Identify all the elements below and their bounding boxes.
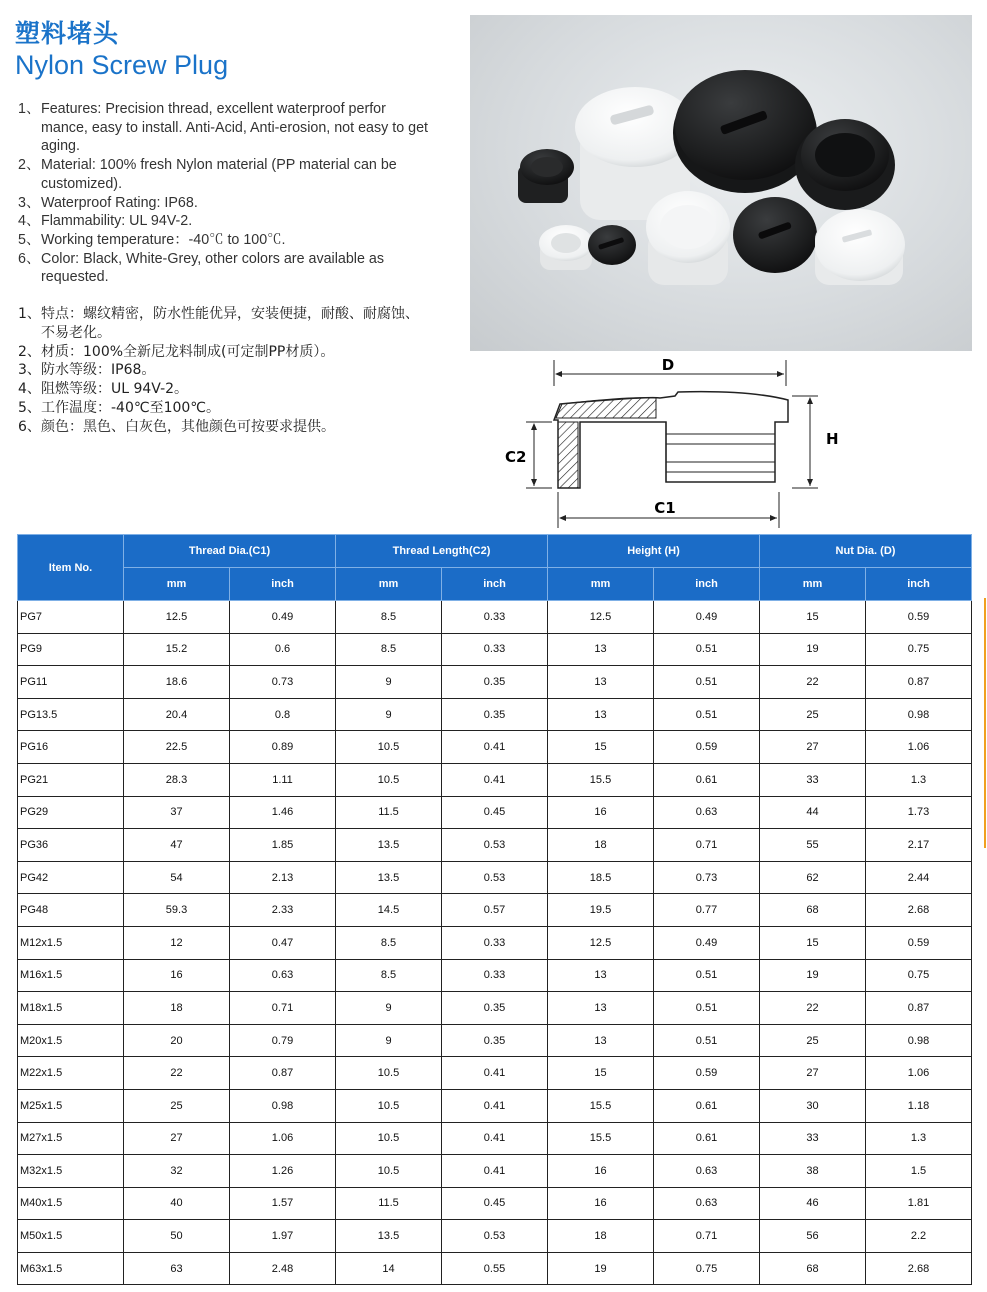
value-cell: 12 [124, 926, 230, 959]
value-cell: 2.17 [866, 829, 972, 862]
feature-en-item [18, 100, 428, 156]
feature-en-item-text: Color: Black, White-Grey, other colors are available as requested. [41, 250, 384, 286]
feature-cn-item [18, 361, 428, 380]
value-cell: 27 [760, 731, 866, 764]
value-cell: 22 [760, 992, 866, 1025]
value-cell: 63 [124, 1252, 230, 1285]
unit-header: inch [230, 568, 336, 601]
table-row [18, 1024, 972, 1057]
value-cell: 18.5 [548, 861, 654, 894]
value-cell: 15 [548, 1057, 654, 1090]
label-d: D [661, 356, 675, 374]
value-cell: 0.87 [866, 992, 972, 1025]
header-nut-dia: Nut Dia. (D) [760, 535, 972, 568]
value-cell: 10.5 [336, 1057, 442, 1090]
table-row [18, 698, 972, 731]
value-cell: 14 [336, 1252, 442, 1285]
value-cell: 8.5 [336, 959, 442, 992]
value-cell: 38 [760, 1155, 866, 1188]
value-cell: 0.55 [442, 1252, 548, 1285]
value-cell: 0.87 [230, 1057, 336, 1090]
value-cell: 0.87 [866, 666, 972, 699]
value-cell: 14.5 [336, 894, 442, 927]
value-cell: 0.53 [442, 861, 548, 894]
value-cell: 8.5 [336, 926, 442, 959]
value-cell: 0.51 [654, 992, 760, 1025]
value-cell: 0.45 [442, 796, 548, 829]
value-cell: 15 [760, 926, 866, 959]
plug-small-black [518, 149, 574, 203]
value-cell: 0.63 [654, 796, 760, 829]
feature-en-item [18, 194, 428, 213]
item-no-cell: PG9 [18, 633, 124, 666]
value-cell: 2.2 [866, 1220, 972, 1253]
item-no-cell: M25x1.5 [18, 1089, 124, 1122]
item-no-cell: M27x1.5 [18, 1122, 124, 1155]
feature-en-item-number: 5、 [18, 231, 41, 248]
value-cell: 0.59 [654, 1057, 760, 1090]
value-cell: 0.61 [654, 1089, 760, 1122]
table-row [18, 1057, 972, 1090]
value-cell: 1.18 [866, 1089, 972, 1122]
value-cell: 0.51 [654, 633, 760, 666]
value-cell: 0.53 [442, 829, 548, 862]
value-cell: 37 [124, 796, 230, 829]
value-cell: 13.5 [336, 829, 442, 862]
value-cell: 12.5 [124, 601, 230, 634]
value-cell: 0.8 [230, 698, 336, 731]
value-cell: 0.35 [442, 698, 548, 731]
item-no-cell: PG16 [18, 731, 124, 764]
value-cell: 22.5 [124, 731, 230, 764]
unit-header: inch [866, 568, 972, 601]
value-cell: 25 [760, 1024, 866, 1057]
value-cell: 0.33 [442, 959, 548, 992]
value-cell: 13.5 [336, 1220, 442, 1253]
value-cell: 19 [548, 1252, 654, 1285]
value-cell: 15.5 [548, 1122, 654, 1155]
value-cell: 2.48 [230, 1252, 336, 1285]
value-cell: 0.73 [654, 861, 760, 894]
table-row [18, 731, 972, 764]
item-no-cell: PG11 [18, 666, 124, 699]
value-cell: 56 [760, 1220, 866, 1253]
table-row [18, 1089, 972, 1122]
value-cell: 68 [760, 894, 866, 927]
item-no-cell: M63x1.5 [18, 1252, 124, 1285]
value-cell: 0.59 [866, 926, 972, 959]
value-cell: 0.51 [654, 666, 760, 699]
value-cell: 10.5 [336, 731, 442, 764]
feature-cn-item-text: 防水等级：IP68。 [41, 362, 156, 379]
value-cell: 1.81 [866, 1187, 972, 1220]
value-cell: 1.57 [230, 1187, 336, 1220]
item-no-cell: M50x1.5 [18, 1220, 124, 1253]
value-cell: 13 [548, 633, 654, 666]
item-no-cell: M16x1.5 [18, 959, 124, 992]
unit-header: mm [548, 568, 654, 601]
value-cell: 0.89 [230, 731, 336, 764]
unit-header: mm [760, 568, 866, 601]
value-cell: 18 [548, 829, 654, 862]
value-cell: 0.73 [230, 666, 336, 699]
value-cell: 18.6 [124, 666, 230, 699]
value-cell: 20 [124, 1024, 230, 1057]
plug-large-black [673, 70, 817, 193]
page-title-en: Nylon Screw Plug [15, 50, 229, 80]
value-cell: 28.3 [124, 763, 230, 796]
feature-cn-item [18, 418, 428, 437]
header-thread-dia: Thread Dia.(C1) [124, 535, 336, 568]
value-cell: 0.49 [654, 601, 760, 634]
value-cell: 0.51 [654, 698, 760, 731]
label-c2: C2 [505, 448, 527, 466]
unit-header: mm [336, 568, 442, 601]
feature-cn-item-number: 3、 [18, 362, 41, 379]
value-cell: 0.53 [442, 1220, 548, 1253]
value-cell: 15.5 [548, 1089, 654, 1122]
feature-en-item-number: 2、 [18, 157, 41, 174]
value-cell: 20.4 [124, 698, 230, 731]
value-cell: 1.06 [866, 731, 972, 764]
item-no-cell: PG36 [18, 829, 124, 862]
value-cell: 2.33 [230, 894, 336, 927]
feature-cn-item-text: 工作温度：-40℃至100℃。 [41, 399, 221, 416]
value-cell: 0.35 [442, 992, 548, 1025]
dimension-diagram [500, 352, 840, 534]
value-cell: 46 [760, 1187, 866, 1220]
value-cell: 0.75 [654, 1252, 760, 1285]
value-cell: 0.6 [230, 633, 336, 666]
value-cell: 33 [760, 1122, 866, 1155]
value-cell: 0.59 [866, 601, 972, 634]
value-cell: 0.98 [230, 1089, 336, 1122]
plug-small-white [539, 225, 593, 270]
value-cell: 22 [124, 1057, 230, 1090]
table-row [18, 992, 972, 1025]
value-cell: 0.41 [442, 1089, 548, 1122]
item-no-cell: PG7 [18, 601, 124, 634]
value-cell: 33 [760, 763, 866, 796]
table-row [18, 666, 972, 699]
value-cell: 12.5 [548, 601, 654, 634]
value-cell: 11.5 [336, 1187, 442, 1220]
table-row [18, 1122, 972, 1155]
value-cell: 13 [548, 992, 654, 1025]
edge-marker [984, 598, 986, 848]
value-cell: 10.5 [336, 1089, 442, 1122]
value-cell: 19.5 [548, 894, 654, 927]
value-cell: 0.41 [442, 1122, 548, 1155]
header-item-no: Item No. [18, 535, 124, 601]
value-cell: 8.5 [336, 601, 442, 634]
value-cell: 68 [760, 1252, 866, 1285]
feature-cn-item-number: 5、 [18, 399, 41, 416]
value-cell: 0.41 [442, 763, 548, 796]
value-cell: 0.75 [866, 633, 972, 666]
value-cell: 2.68 [866, 1252, 972, 1285]
value-cell: 32 [124, 1155, 230, 1188]
value-cell: 8.5 [336, 633, 442, 666]
label-c1: C1 [654, 499, 676, 517]
table-row [18, 926, 972, 959]
value-cell: 13 [548, 666, 654, 699]
value-cell: 9 [336, 666, 442, 699]
feature-cn-item-number: 6、 [18, 418, 41, 435]
feature-cn-item-number: 2、 [18, 343, 41, 360]
table-row [18, 1187, 972, 1220]
value-cell: 13.5 [336, 861, 442, 894]
value-cell: 1.5 [866, 1155, 972, 1188]
unit-header: mm [124, 568, 230, 601]
value-cell: 2.68 [866, 894, 972, 927]
feature-cn-item-text: 特点：螺纹精密，防水性能优异，安装便捷，耐酸、耐腐蚀、不易老化。 [41, 306, 419, 341]
value-cell: 0.35 [442, 666, 548, 699]
feature-cn-item [18, 305, 428, 343]
value-cell: 0.71 [654, 1220, 760, 1253]
value-cell: 0.59 [654, 731, 760, 764]
value-cell: 0.33 [442, 926, 548, 959]
value-cell: 0.41 [442, 1057, 548, 1090]
features-list-en [18, 100, 428, 287]
table-row [18, 1155, 972, 1188]
table-row [18, 861, 972, 894]
value-cell: 10.5 [336, 1122, 442, 1155]
value-cell: 1.06 [230, 1122, 336, 1155]
value-cell: 0.63 [654, 1155, 760, 1188]
feature-en-item-text: Flammability: UL 94V-2. [41, 213, 193, 230]
value-cell: 15 [548, 731, 654, 764]
table-row [18, 763, 972, 796]
value-cell: 0.71 [654, 829, 760, 862]
value-cell: 1.46 [230, 796, 336, 829]
value-cell: 15.5 [548, 763, 654, 796]
value-cell: 15 [760, 601, 866, 634]
feature-en-item-text: Material: 100% fresh Nylon material (PP material can be customized). [41, 157, 397, 192]
value-cell: 0.33 [442, 601, 548, 634]
value-cell: 16 [548, 1187, 654, 1220]
feature-cn-item [18, 343, 428, 362]
value-cell: 13 [548, 698, 654, 731]
value-cell: 1.26 [230, 1155, 336, 1188]
value-cell: 0.61 [654, 1122, 760, 1155]
feature-en-item [18, 231, 428, 250]
value-cell: 22 [760, 666, 866, 699]
value-cell: 2.13 [230, 861, 336, 894]
value-cell: 18 [548, 1220, 654, 1253]
value-cell: 1.3 [866, 763, 972, 796]
feature-cn-item-number: 1、 [18, 306, 41, 322]
value-cell: 30 [760, 1089, 866, 1122]
plug-medium-white [646, 191, 730, 285]
value-cell: 18 [124, 992, 230, 1025]
value-cell: 0.45 [442, 1187, 548, 1220]
value-cell: 0.41 [442, 731, 548, 764]
value-cell: 0.51 [654, 1024, 760, 1057]
value-cell: 0.63 [230, 959, 336, 992]
value-cell: 0.98 [866, 698, 972, 731]
value-cell: 47 [124, 829, 230, 862]
table-row [18, 796, 972, 829]
value-cell: 12.5 [548, 926, 654, 959]
value-cell: 16 [548, 1155, 654, 1188]
value-cell: 10.5 [336, 1155, 442, 1188]
item-no-cell: M20x1.5 [18, 1024, 124, 1057]
spec-table-body [18, 601, 972, 1285]
feature-cn-item-text: 材质：100%全新尼龙料制成(可定制PP材质）。 [41, 343, 335, 360]
item-no-cell: M12x1.5 [18, 926, 124, 959]
table-row [18, 633, 972, 666]
value-cell: 40 [124, 1187, 230, 1220]
feature-en-item-text: Working temperature：-40℃ to 100℃. [41, 231, 286, 248]
item-no-cell: PG21 [18, 763, 124, 796]
page-title-cn: 塑料堵头 [15, 19, 120, 48]
value-cell: 1.85 [230, 829, 336, 862]
feature-cn-item-text: 颜色：黑色、白灰色，其他颜色可按要求提供。 [41, 418, 335, 435]
value-cell: 13 [548, 959, 654, 992]
value-cell: 0.41 [442, 1155, 548, 1188]
value-cell: 0.98 [866, 1024, 972, 1057]
value-cell: 27 [760, 1057, 866, 1090]
value-cell: 25 [760, 698, 866, 731]
value-cell: 1.3 [866, 1122, 972, 1155]
plug-threaded-white [815, 209, 905, 285]
unit-header: inch [442, 568, 548, 601]
value-cell: 16 [124, 959, 230, 992]
value-cell: 59.3 [124, 894, 230, 927]
table-row [18, 959, 972, 992]
feature-en-item [18, 250, 428, 287]
value-cell: 27 [124, 1122, 230, 1155]
value-cell: 10.5 [336, 763, 442, 796]
table-row [18, 1252, 972, 1285]
feature-en-item [18, 156, 428, 193]
value-cell: 0.35 [442, 1024, 548, 1057]
value-cell: 0.79 [230, 1024, 336, 1057]
value-cell: 0.49 [230, 601, 336, 634]
value-cell: 19 [760, 633, 866, 666]
value-cell: 13 [548, 1024, 654, 1057]
value-cell: 1.73 [866, 796, 972, 829]
value-cell: 0.57 [442, 894, 548, 927]
feature-cn-item-number: 4、 [18, 381, 41, 398]
value-cell: 1.06 [866, 1057, 972, 1090]
unit-header: inch [654, 568, 760, 601]
label-h: H [826, 430, 839, 448]
value-cell: 15.2 [124, 633, 230, 666]
value-cell: 0.77 [654, 894, 760, 927]
value-cell: 50 [124, 1220, 230, 1253]
value-cell: 0.71 [230, 992, 336, 1025]
features-list-cn [18, 305, 428, 437]
value-cell: 9 [336, 698, 442, 731]
value-cell: 0.61 [654, 763, 760, 796]
value-cell: 0.33 [442, 633, 548, 666]
value-cell: 1.11 [230, 763, 336, 796]
feature-en-item-text: Features: Precision thread, excellent waterproof perfor mance, easy to install. Anti-Acid, Anti-erosion, not easy to get aging. [41, 101, 429, 155]
spec-table [17, 534, 972, 1285]
value-cell: 11.5 [336, 796, 442, 829]
feature-en-item-number: 1、 [18, 101, 41, 117]
feature-cn-item-text: 阻燃等级：UL 94V-2。 [41, 381, 189, 398]
plug-medium-black [733, 197, 817, 273]
item-no-cell: PG42 [18, 861, 124, 894]
value-cell: 0.51 [654, 959, 760, 992]
value-cell: 0.47 [230, 926, 336, 959]
value-cell: 0.63 [654, 1187, 760, 1220]
table-row [18, 894, 972, 927]
value-cell: 25 [124, 1089, 230, 1122]
value-cell: 9 [336, 992, 442, 1025]
feature-en-item [18, 212, 428, 231]
feature-en-item-number: 6、 [18, 250, 41, 267]
value-cell: 55 [760, 829, 866, 862]
item-no-cell: M18x1.5 [18, 992, 124, 1025]
item-no-cell: M40x1.5 [18, 1187, 124, 1220]
value-cell: 62 [760, 861, 866, 894]
value-cell: 0.49 [654, 926, 760, 959]
feature-en-item-number: 3、 [18, 194, 41, 211]
item-no-cell: PG48 [18, 894, 124, 927]
item-no-cell: PG13.5 [18, 698, 124, 731]
feature-en-item-text: Waterproof Rating: IP68. [41, 194, 198, 211]
value-cell: 54 [124, 861, 230, 894]
feature-cn-item [18, 399, 428, 418]
item-no-cell: PG29 [18, 796, 124, 829]
feature-cn-item [18, 380, 428, 399]
value-cell: 9 [336, 1024, 442, 1057]
value-cell: 0.75 [866, 959, 972, 992]
plug-tiny-black [588, 225, 636, 265]
item-no-cell: M32x1.5 [18, 1155, 124, 1188]
product-photo [470, 15, 972, 351]
table-row [18, 601, 972, 634]
value-cell: 44 [760, 796, 866, 829]
header-thread-length: Thread Length(C2) [336, 535, 548, 568]
feature-en-item-number: 4、 [18, 213, 41, 230]
value-cell: 19 [760, 959, 866, 992]
table-row [18, 829, 972, 862]
table-row [18, 1220, 972, 1253]
value-cell: 2.44 [866, 861, 972, 894]
item-no-cell: M22x1.5 [18, 1057, 124, 1090]
header-height: Height (H) [548, 535, 760, 568]
value-cell: 16 [548, 796, 654, 829]
value-cell: 1.97 [230, 1220, 336, 1253]
